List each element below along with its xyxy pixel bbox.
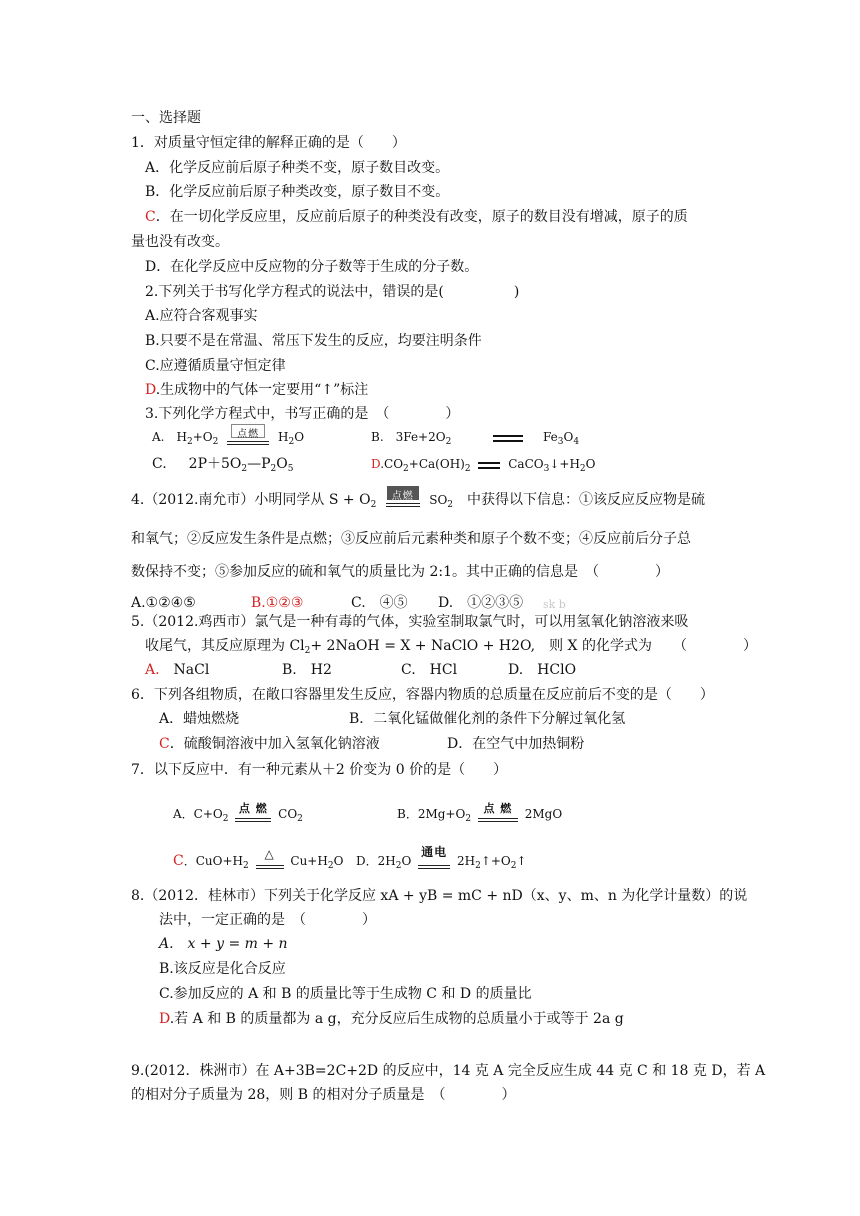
section-title: 一、选择题 <box>131 110 201 126</box>
q7-option-d: D．$2H_2O$ 通电 $2H_2↑+O_2↑$ <box>356 844 527 871</box>
q3-stem: 3.下列化学方程式中，书写正确的是 （ ） <box>145 406 460 422</box>
q9-line1: 9.(2012．株洲市）在 A+3B=2C+2D 的反应中，14 克 A 完全反应生成 44 克 C 和 18 克 D，若 A <box>131 1063 766 1079</box>
q3-option-a: A. $H_2+O_2$ 点燃 $H_2O$ <box>152 427 304 452</box>
q7-b-condition: 点 燃 <box>476 805 520 825</box>
q2-option-d: D.生成物中的气体一定要用“↑”标注 <box>145 382 369 398</box>
q5-line2: 收尾气，其反应原理为 $Cl_2+$ 2NaOH = X + NaClO + H2O, 则 X 的化学式为 （ ） <box>145 638 757 656</box>
q4-option-b: B.①②③ <box>251 595 304 611</box>
q6-option-c: C．硫酸铜溶液中加入氢氧化钠溶液 <box>159 736 380 752</box>
q2-answer-letter: D <box>145 382 156 398</box>
q4-condition: 点燃 <box>384 490 422 510</box>
q2-option-a: A.应符合客观事实 <box>145 308 258 324</box>
q7-option-a: A．$C+O_2$ 点 燃 $CO_2$ <box>173 801 303 824</box>
q1-option-d: D．在化学反应中反应物的分子数等于生成的分子数。 <box>145 259 479 275</box>
q6-stem: 6．下列各组物质，在敞口容器里发生反应，容器内物质的总质量在反应前后不变的是（ ） <box>131 687 714 703</box>
q5-line1: 5.（2012.鸡西市）氯气是一种有毒的气体，实验室制取氯气时，可以用氢氧化钠溶液来吸 <box>131 614 689 630</box>
q3-option-b: B. $3Fe+2O_2$ $Fe_3O_4$ <box>371 430 580 447</box>
q4-line1: 4.（2012.南允市）小明同学从 $S + O_2$ 点燃 $SO_2$ 中获得以下信息：①该反应反应物是硫 <box>131 490 705 515</box>
q5-option-d: D. HClO <box>508 662 577 678</box>
q4-option-c: C. ④⑤ <box>351 595 408 611</box>
q4-line3: 数保持不变；⑤参加反应的硫和氧气的质量比为 2:1。其中正确的信息是 （ ） <box>131 564 669 580</box>
watermark-text: sk b <box>543 598 566 611</box>
q7-option-b: B．$2Mg+O_2$ 点 燃 2MgO <box>397 801 563 824</box>
q1-option-a: A．化学反应前后原子种类不变，原子数目改变。 <box>145 160 450 176</box>
q5-option-b: B. H2 <box>282 662 332 678</box>
q2-option-b: B.只要不是在常温、常压下发生的反应，均要注明条件 <box>145 333 482 349</box>
q8-option-b: B.该反应是化合反应 <box>159 961 286 977</box>
q1-answer-letter: C <box>145 209 156 225</box>
q8-line1: 8.（2012．桂林市）下列关于化学反应 xA + yB = mC + nD（x、y、m、n 为化学计量数）的说 <box>131 888 748 904</box>
q4-line2: 和氧气；②反应发生条件是点燃；③反应前后元素种类和原子个数不变；④反应前后分子总 <box>131 531 691 547</box>
q4-option-d: D. ①②③⑤ <box>438 595 524 611</box>
q6-option-d: D．在空气中加热铜粉 <box>447 736 585 752</box>
q8-option-c: C.参加反应的 A 和 B 的质量比等于生成物 C 和 D 的质量比 <box>159 986 532 1002</box>
q3-b-equals <box>493 432 523 444</box>
q3-answer-letter: D <box>371 457 381 471</box>
q9-line2: 的相对分子质量为 28，则 B 的相对分子质量是 （ ） <box>131 1087 516 1103</box>
q7-answer-letter: C <box>173 853 184 869</box>
q1-option-c: C．在一切化学反应里，反应前后原子的种类没有改变，原子的数目没有增减，原子的质 <box>145 209 688 225</box>
q7-d-condition: 通电 <box>416 852 452 872</box>
q2-option-c: C.应遵循质量守恒定律 <box>145 358 286 374</box>
q7-option-c: C．$CuO+H_2$ △ $Cu+H_2O$ <box>173 846 344 871</box>
q8-line2: 法中，一定正确的是 （ ） <box>159 912 376 928</box>
q6-option-b: B．二氧化锰做催化剂的条件下分解过氧化氢 <box>349 711 626 727</box>
q6-option-a: A．蜡烛燃烧 <box>159 711 240 727</box>
q7-stem: 7．以下反应中．有一种元素从＋2 价变为 0 价的是（ ） <box>131 762 508 778</box>
q3-a-condition: 点燃 <box>225 428 271 448</box>
q5-option-c: C. HCl <box>401 662 458 678</box>
q3-option-d: $D.CO_2+Ca(OH)_2$ $CaCO_3↓+H_2O$ <box>371 457 596 474</box>
q8-option-d: D.若 A 和 B 的质量都为 a g，充分反应后生成物的总质量小于或等于 2a g <box>159 1011 624 1027</box>
q4-option-a: A.①②④⑤ <box>131 595 196 611</box>
q7-a-condition: 点 燃 <box>233 805 273 825</box>
q5-option-a: A. NaCl <box>145 662 210 678</box>
q5-answer-letter: A. <box>145 662 160 678</box>
q6-answer-letter: C <box>159 736 170 752</box>
q8-option-a: A. x + y = m + n <box>159 936 288 952</box>
q3-option-c: C. $2P+5O_2—P_2O_5$ <box>152 456 294 474</box>
q1-option-b: B．化学反应前后原子种类改变，原子数目不变。 <box>145 184 450 200</box>
q3-d-equals <box>478 459 500 471</box>
q7-c-condition: △ <box>254 852 286 872</box>
q1-stem: 1．对质量守恒定律的解释正确的是（ ） <box>131 135 406 151</box>
q1-option-c-cont: 量也没有改变。 <box>131 234 229 250</box>
q8-answer-letter: D <box>159 1011 170 1027</box>
q2-stem: 2.下列关于书写化学方程式的说法中，错误的是( ) <box>145 284 520 300</box>
